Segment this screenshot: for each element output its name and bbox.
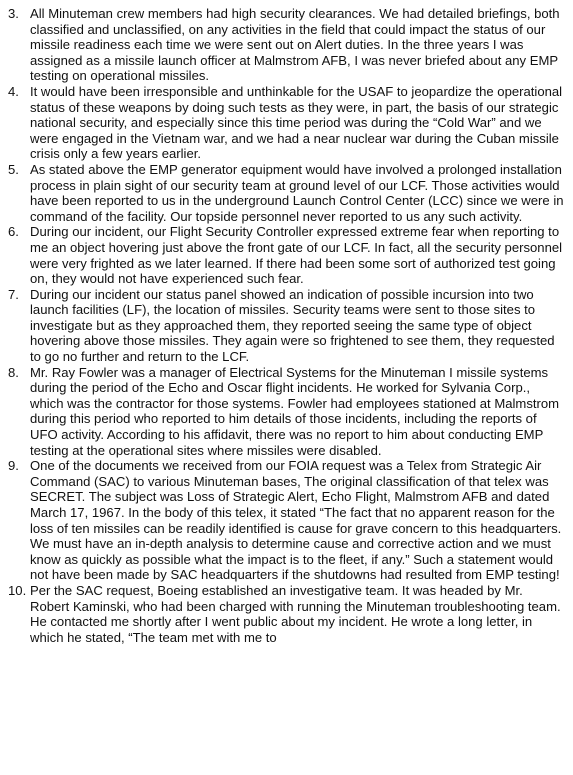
item-text: Mr. Ray Fowler was a manager of Electrical Systems for the Minuteman I missile systems during the period of the Echo and Oscar flight incidents. He worked for Sylvania Corp., which was the contractor for those systems. Fowler had employees stationed at Malmstrom during this period who reported to him details of those incidents, including the reports of UFO activity. According to his affidavit, there was no report to him about conducting EMP testing at the operational sites where missiles were disabled. — [30, 364, 560, 458]
item-text: It would have been irresponsible and unthinkable for the USAF to jeopardize the operational status of these weapons by doing such tests as they were, in part, the basis of our strategic national security, and especially since this time period was during the “Cold War” and we were engaged in the Vietnam war, and we had a near nuclear war during the Cuban missile crisis only a few years earlier. — [30, 83, 563, 162]
list-item — [8, 6, 565, 84]
item-number: 10. — [8, 582, 27, 598]
item-text: During our incident, our Flight Security Controller expressed extreme fear when reporting to me an object hovering just above the front gate of our LCF. In fact, all the security personnel were very frighted as we later learned. If there had been some sort of authorized test going on, they would not have experienced such fear. — [30, 224, 563, 287]
list-item — [8, 458, 565, 583]
item-text: One of the documents we received from our FOIA request was a Telex from Strategic Air Command (SAC) to various Minuteman bases, The original classification of that telex was SECRET. The subject was Loss of Strategic Alert, Echo Flight, Malmstrom AFB and dated March 17, 1967. In the body of this telex, it stated “The fact that no apparent reason for the loss of ten missiles can be readily identified is cause for grave concern to this headquarters. We must have an in-depth analysis to determine cause and corrective action and we must know as quickly as possible what the impact is to the fleet, if any.” Such a statement would not have been made by SAC headquarters if the shutdowns had resulted from EMP testing! — [30, 458, 562, 583]
item-text: As stated above the EMP generator equipment would have involved a prolonged installation process in plain sight of our security team at ground level of our LCF. Those activities would have been reported to us in the underground Launch Control Center (LCC) since we were in command of the facility. Our topside personnel never reported to us any such activity. — [30, 161, 564, 224]
item-text: All Minuteman crew members had high security clearances. We had detailed briefings, both classified and unclassified, on any activities in the field that could impact the status of our missile readiness each time we were sent out on Alert duties. In the three years I was assigned as a missile launch officer at Malmstrom AFB, I was never briefed about any EMP testing on operational missiles. — [30, 6, 560, 84]
item-number: 5. — [8, 161, 19, 177]
list-item — [8, 365, 565, 459]
item-number: 4. — [8, 83, 19, 99]
item-number: 3. — [8, 6, 19, 21]
item-number: 9. — [8, 458, 19, 474]
numbered-list — [8, 6, 565, 645]
item-number: 8. — [8, 364, 19, 380]
item-text: Per the SAC request, Boeing established an investigative team. It was headed by Mr. Robert Kaminski, who had been charged with running the Minuteman troubleshooting team. He contacted me shortly after I went public about my incident. He wrote a long letter, in which he stated, “The team met with me to — [30, 582, 561, 645]
item-number: 6. — [8, 224, 19, 240]
list-item — [8, 583, 565, 645]
list-item — [8, 162, 565, 224]
list-item — [8, 287, 565, 365]
item-text: During our incident our status panel showed an indication of possible incursion into two launch facilities (LF), the location of missiles. Security teams were sent to those sites to investigate but as they approached them, they reported seeing the same type of object hovering above those missiles. They again were so frightened to see them, they requested to go no further and return to the LCF. — [30, 286, 555, 365]
list-item — [8, 84, 565, 162]
item-number: 7. — [8, 286, 19, 302]
list-item — [8, 224, 565, 286]
